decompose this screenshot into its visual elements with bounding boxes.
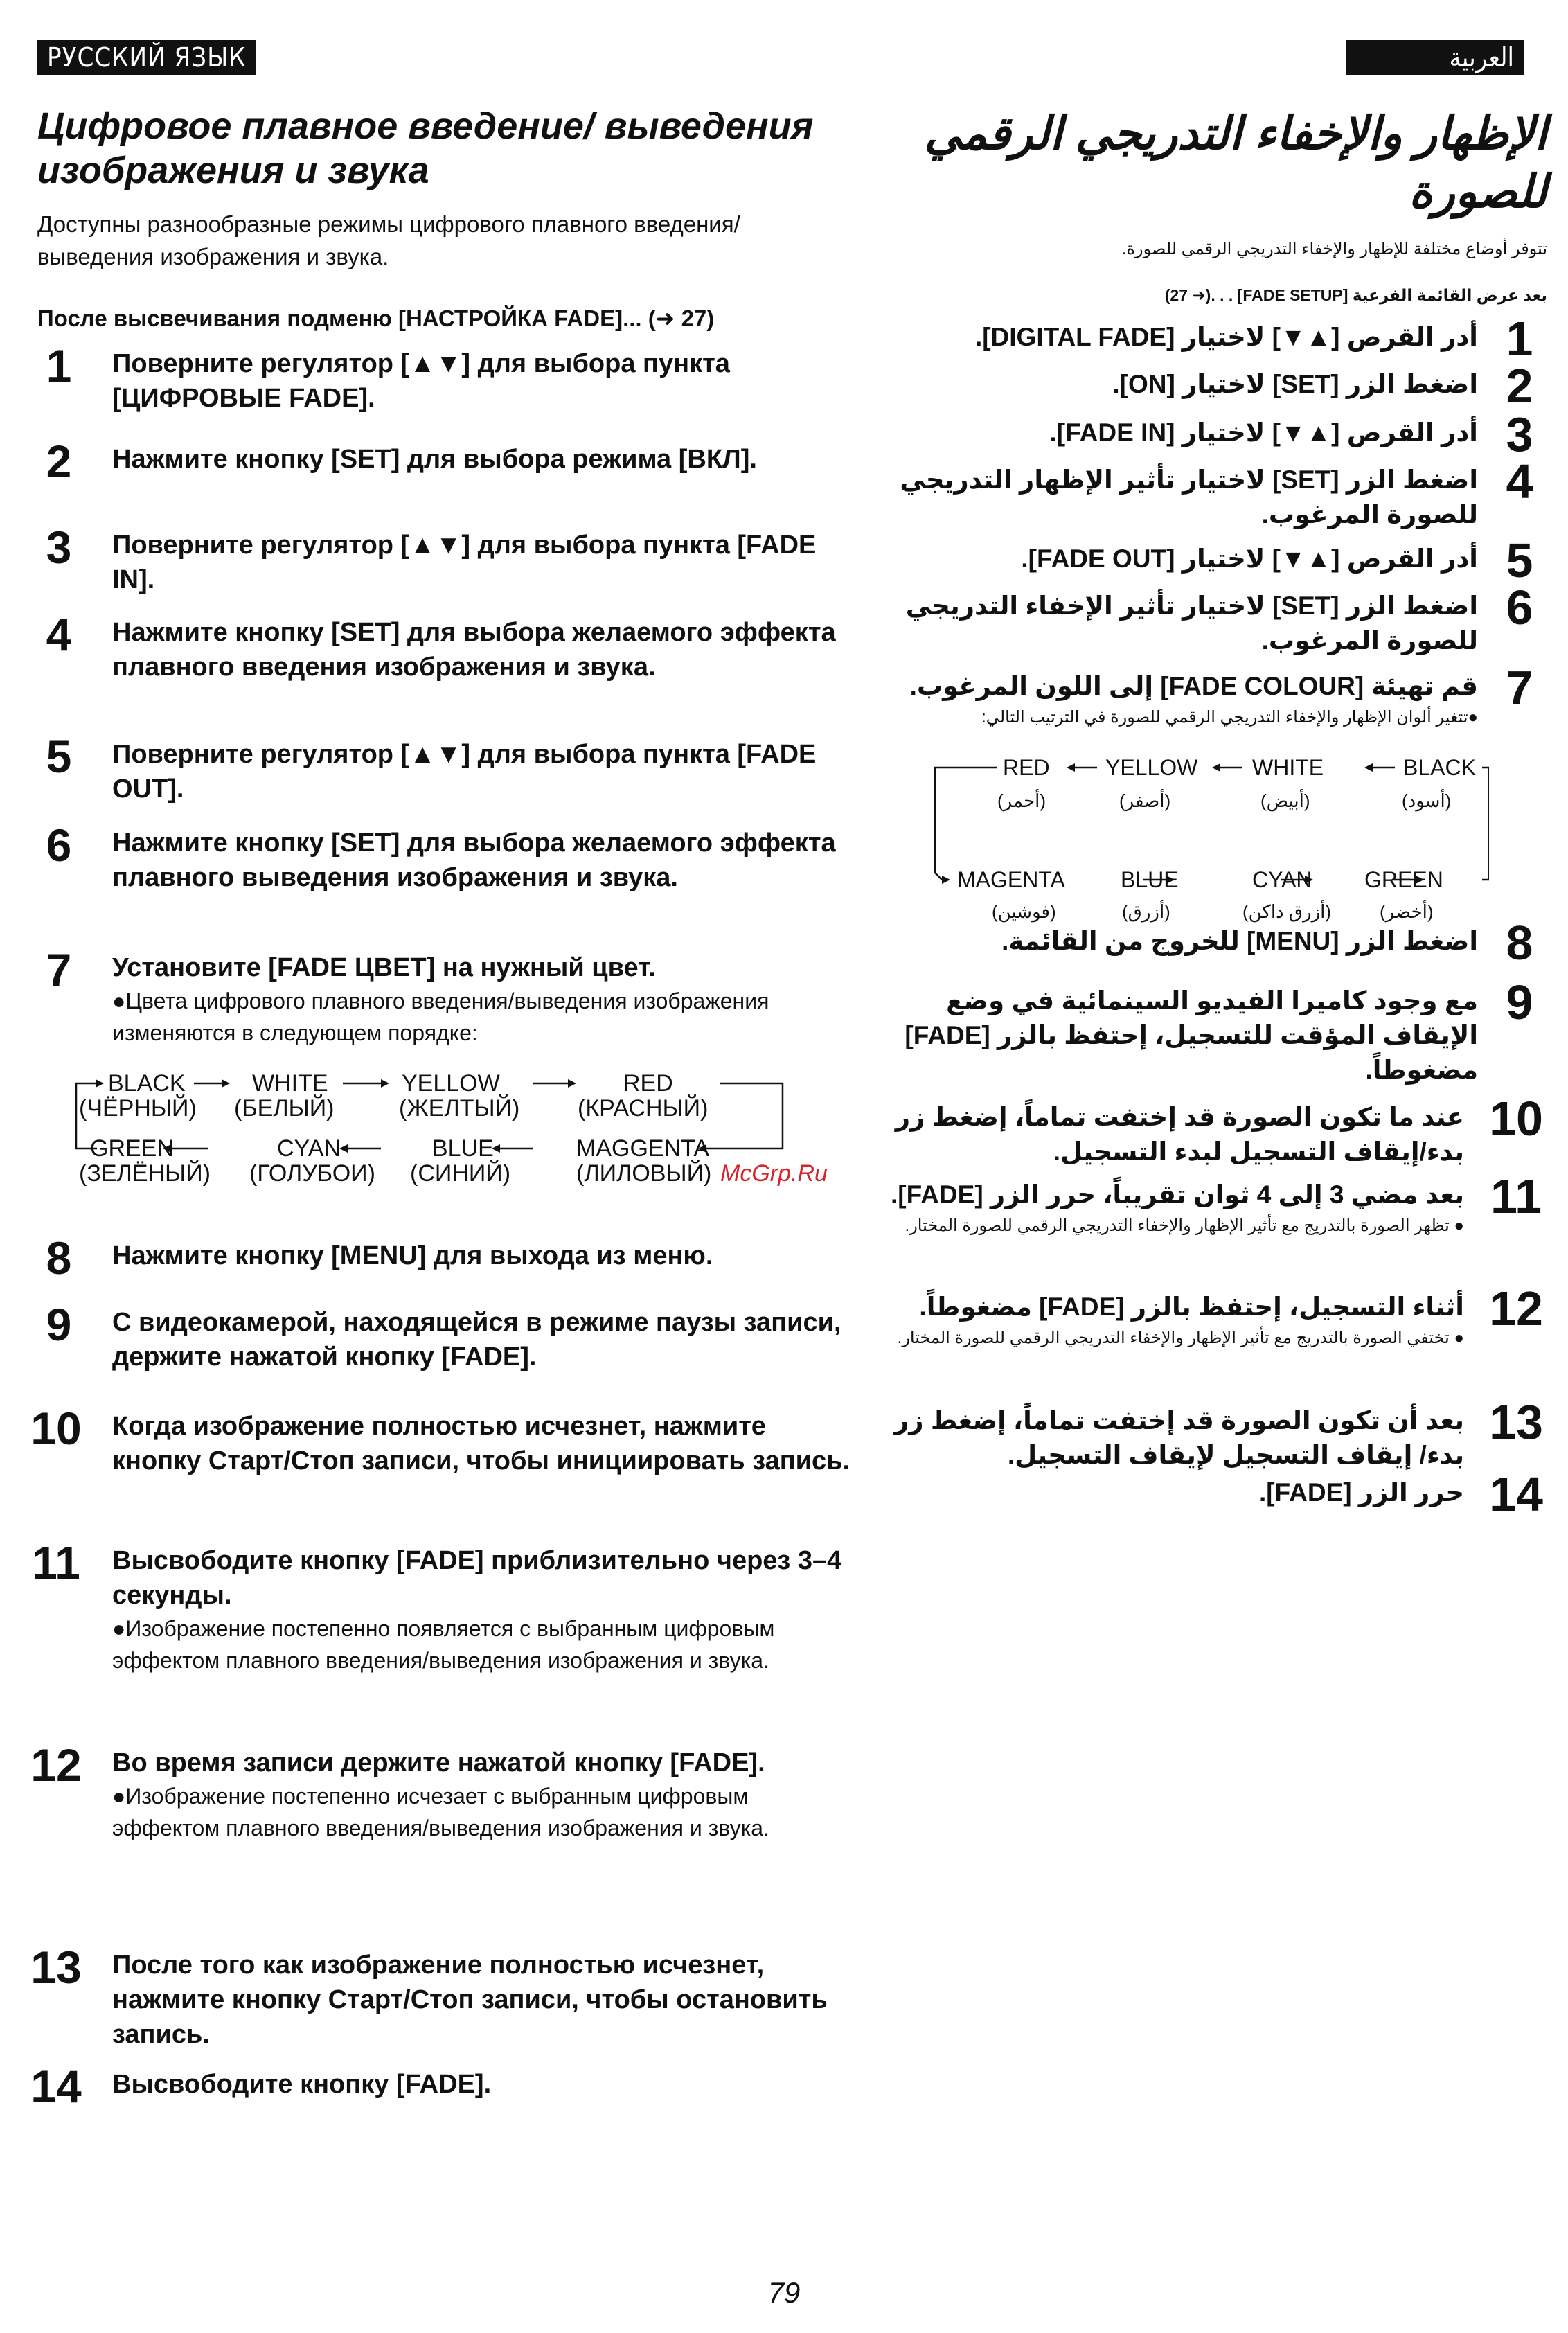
ru-color-red: RED xyxy=(623,1070,673,1097)
ar-color-white: WHITE xyxy=(1252,755,1324,780)
ru-step-number: 5 xyxy=(46,731,72,782)
ar-step-note: ● تظهر الصورة بالتدريج مع تأثير الإظهار والإخفاء التدريجي الرقمي للصورة المختار. xyxy=(905,1216,1464,1235)
ru-step-text: После того как изображение полностью исчезнет, нажмите кнопку Старт/Стоп записи, чтобы остановить запись. xyxy=(112,1951,828,2049)
ar-step-7 xyxy=(855,661,1547,731)
ar-step-text: اضغط الزر [SET] لاختيار تأثير الإظهار التدريجي للصورة المرغوب. xyxy=(900,465,1478,529)
ar-after-menu: بعد عرض القائمة الفرعية [FADE SETUP] . . .(➜ 27) xyxy=(1164,286,1547,304)
ru-step-note: ●Цвета цифрового плавного введения/выведения изображения изменяются в следующем порядке: xyxy=(112,988,769,1045)
ru-step-5 xyxy=(28,731,852,806)
ru-step-number: 14 xyxy=(30,2061,82,2112)
ar-step-text: بعد مضي 3 إلى 4 ثوان تقريباً، حرر الزر [FADE]. xyxy=(891,1180,1464,1209)
watermark: McGrp.Ru xyxy=(720,1160,828,1187)
ru-color-cyan: CYAN xyxy=(277,1135,341,1162)
ru-color-white: WHITE xyxy=(252,1070,328,1097)
ar-step-9 xyxy=(855,975,1547,1088)
ru-step-text: Когда изображение полностью исчезнет, нажмите кнопку Старт/Стоп записи, чтобы инициировать запись. xyxy=(112,1412,850,1475)
ru-color-sequence-diagram xyxy=(55,1067,859,1191)
ar-color-black: BLACK xyxy=(1403,755,1476,780)
ar-color-cyan: CYAN xyxy=(1252,867,1312,892)
ar-color-black-ar: (أسود) xyxy=(1402,790,1452,811)
ru-step-text: Поверните регулятор [▲▼] для выбора пункта [FADE OUT]. xyxy=(112,740,817,804)
ru-bracket-right xyxy=(706,1083,783,1148)
ar-step-number: 2 xyxy=(1506,359,1533,413)
ru-step-14 xyxy=(28,2061,852,2112)
ru-color-black: BLACK xyxy=(108,1070,186,1097)
ru-step-text: С видеокамерой, находящейся в режиме паузы записи, держите нажатой кнопку [FADE]. xyxy=(112,1308,841,1372)
ar-step-note: ●تتغير ألوان الإظهار والإخفاء التدريجي الرقمي للصورة في الترتيب التالي: xyxy=(981,708,1478,727)
ar-step-number: 7 xyxy=(1506,661,1533,715)
ar-step-text: قم تهيئة [FADE COLOUR] إلى اللون المرغوب. xyxy=(909,672,1478,700)
ru-after-menu: После высвечивания подменю [НАСТРОЙКА FADE]... (➜ 27) xyxy=(37,305,715,331)
ru-step-note: ●Изображение постепенно появляется с выбранным цифровым эффектом плавного введения/выведения изображения и звука. xyxy=(112,1616,775,1673)
ar-color-green: GREEN xyxy=(1364,867,1443,892)
ru-step-11 xyxy=(28,1537,852,1676)
ru-color-yellow-ru: (ЖЕЛТЫЙ) xyxy=(399,1095,520,1121)
ru-step-8 xyxy=(28,1232,852,1284)
ru-step-text: Нажмите кнопку [MENU] для выхода из меню. xyxy=(112,1241,713,1270)
ar-step-text: أثناء التسجيل، إحتفظ بالزر [FADE] مضغوطاً. xyxy=(919,1293,1464,1321)
ar-step-number: 9 xyxy=(1506,975,1533,1029)
ru-step-7 xyxy=(28,944,852,1049)
ru-step-number: 6 xyxy=(46,819,72,871)
ru-step-text: Во время записи держите нажатой кнопку [FADE]. xyxy=(112,1748,765,1777)
ar-step-number: 5 xyxy=(1506,533,1533,587)
ar-step-12 xyxy=(855,1281,1547,1352)
ru-step-text: Поверните регулятор [▲▼] для выбора пункта [ЦИФРОВЫЕ FADE]. xyxy=(112,349,730,413)
ar-bracket-right xyxy=(1482,768,1489,880)
ar-step-text: بعد أن تكون الصورة قد إختفت تماماً، إضغط زر بدء/ إيقاف التسجيل لإيقاف التسجيل. xyxy=(893,1406,1464,1469)
ar-intro: تتوفر أوضاع مختلفة للإظهار والإخفاء التدريجي الرقمي للصورة. xyxy=(1121,240,1547,258)
ar-step-number: 6 xyxy=(1506,580,1533,635)
ar-step-note: ● تختفي الصورة بالتدريج مع تأثير الإظهار والإخفاء التدريجي الرقمي للصورة المختار. xyxy=(897,1329,1464,1347)
ar-step-number: 14 xyxy=(1489,1467,1543,1521)
ru-step-number: 7 xyxy=(46,944,72,995)
ru-step-text: Установите [FADE ЦВЕТ] на нужный цвет. xyxy=(112,953,656,982)
ar-color-white-ar: (أبيض) xyxy=(1260,790,1310,811)
ar-step-4 xyxy=(855,454,1547,532)
ar-color-red: RED xyxy=(1003,755,1050,780)
ru-step-12 xyxy=(28,1739,852,1844)
ar-step-10 xyxy=(855,1092,1547,1169)
ar-step-number: 12 xyxy=(1489,1281,1543,1336)
ru-title: Цифровое плавное введение/ выведения изображения и звука xyxy=(37,105,814,191)
ar-step-text: حرر الزر [FADE]. xyxy=(1258,1478,1464,1507)
ar-step-13 xyxy=(855,1395,1547,1473)
ar-step-number: 8 xyxy=(1506,916,1533,970)
ar-title: الإظهار والإخفاء التدريجي الرقمي للصورة xyxy=(924,107,1547,217)
ru-step-note: ●Изображение постепенно исчезает с выбранным цифровым эффектом плавного введения/выведения изображения и звука. xyxy=(112,1784,769,1840)
ru-step-number: 9 xyxy=(46,1299,72,1350)
ar-step-1 xyxy=(855,312,1547,366)
ru-step-number: 3 xyxy=(46,522,72,573)
ar-color-yellow: YELLOW xyxy=(1105,755,1198,780)
ar-step-8 xyxy=(855,916,1547,970)
ar-color-green-ar: (أخضر) xyxy=(1380,901,1434,922)
ar-step-number: 11 xyxy=(1490,1169,1542,1223)
ar-step-11 xyxy=(855,1169,1547,1240)
ar-color-red-ar: (أحمر) xyxy=(997,790,1046,811)
ar-color-blue: BLUE xyxy=(1121,867,1179,892)
ru-step-number: 11 xyxy=(32,1537,80,1588)
ru-step-text: Поверните регулятор [▲▼] для выбора пункта [FADE IN]. xyxy=(112,531,817,594)
ar-step-number: 10 xyxy=(1489,1092,1543,1146)
ru-color-magenta: MAGGENTA xyxy=(576,1135,710,1162)
ru-color-yellow: YELLOW xyxy=(402,1070,500,1097)
ru-step-number: 10 xyxy=(30,1403,82,1454)
ru-step-3 xyxy=(28,522,852,597)
ar-color-blue-ar: (أزرق) xyxy=(1122,901,1170,922)
ar-step-number: 3 xyxy=(1506,407,1533,461)
ar-step-6 xyxy=(855,580,1547,658)
ar-step-number: 13 xyxy=(1489,1395,1543,1449)
ar-step-2 xyxy=(855,359,1547,413)
ru-step-6 xyxy=(28,819,852,895)
ru-step-10 xyxy=(28,1403,852,1478)
ar-step-14 xyxy=(855,1467,1547,1521)
ru-step-number: 8 xyxy=(46,1232,72,1284)
ar-step-5 xyxy=(855,533,1547,587)
ru-color-blue: BLUE xyxy=(432,1135,494,1162)
ru-step-number: 1 xyxy=(46,340,72,391)
ru-color-magenta-ru: (ЛИЛОВЫЙ) xyxy=(576,1160,712,1187)
ru-color-cyan-ru: (ГОЛУБОИ) xyxy=(249,1160,375,1187)
ru-intro: Доступны разнообразные режимы цифрового плавного введения/выведения изображения и звука. xyxy=(37,211,740,269)
ru-step-number: 4 xyxy=(46,609,72,660)
ar-step-text: اضغط الزر [SET] لاختيار تأثير الإخفاء التدريجي للصورة المرغوب. xyxy=(905,592,1478,655)
ar-step-text: عند ما تكون الصورة قد إختفت تماماً، إضغط زر بدء/إيقاف التسجيل لبدء التسجيل. xyxy=(895,1103,1464,1166)
ar-step-text: مع وجود كاميرا الفيديو السينمائية في وضع الإيقاف المؤقت للتسجيل، إحتفظ بالزر [FADE] مضغوطاً. xyxy=(905,986,1478,1084)
ar-step-text: اضغط الزر [SET] لاختيار [ON]. xyxy=(1112,370,1478,398)
ru-language-badge: РУССКИЙ ЯЗЫК xyxy=(37,40,256,75)
ar-color-sequence-diagram xyxy=(914,748,1489,928)
ru-step-13 xyxy=(28,1942,852,2052)
ru-step-9 xyxy=(28,1299,852,1374)
ar-color-cyan-ar: (أزرق داكن) xyxy=(1242,901,1332,922)
ar-step-text: اضغط الزر [MENU] للخروج من القائمة. xyxy=(1001,927,1478,955)
ru-step-text: Нажмите кнопку [SET] для выбора режима [ВКЛ]. xyxy=(112,445,757,474)
ar-bracket-left xyxy=(935,768,997,880)
ru-step-text: Высвободите кнопку [FADE]. xyxy=(112,2070,492,2099)
ru-color-green: GREEN xyxy=(90,1135,174,1162)
ru-color-blue-ru: (СИНИЙ) xyxy=(410,1160,511,1187)
ar-step-text: أدر القرص [▲▼] لاختيار [FADE IN]. xyxy=(1049,418,1478,447)
ru-step-number: 12 xyxy=(30,1739,82,1791)
page-number: 79 xyxy=(767,2276,801,2309)
ru-color-black-ru: (ЧЁРНЫЙ) xyxy=(79,1095,197,1121)
ar-color-magenta: MAGENTA xyxy=(957,867,1065,892)
ar-step-text: أدر القرص [▲▼] لاختيار [FADE OUT]. xyxy=(1021,544,1478,573)
ar-step-number: 1 xyxy=(1506,312,1533,366)
ru-color-green-ru: (ЗЕЛЁНЫЙ) xyxy=(79,1160,211,1187)
ru-step-number: 2 xyxy=(46,436,72,487)
ar-color-magenta-ar: (فوشين) xyxy=(992,901,1056,922)
ar-color-yellow-ar: (أصفر) xyxy=(1119,790,1171,811)
ar-language-badge: العربية xyxy=(1346,40,1524,75)
ar-step-3 xyxy=(855,407,1547,461)
ru-step-text: Нажмите кнопку [SET] для выбора желаемого эффекта плавного введения изображения и звука. xyxy=(112,618,836,682)
ru-step-1 xyxy=(28,340,852,416)
ru-color-red-ru: (КРАСНЫЙ) xyxy=(578,1095,709,1121)
ar-step-text: أدر القرص [▲▼] لاختيار [DIGITAL FADE]. xyxy=(974,323,1478,351)
ru-step-text: Нажмите кнопку [SET] для выбора желаемого эффекта плавного выведения изображения и звука. xyxy=(112,828,836,892)
ru-step-2 xyxy=(28,436,852,487)
ru-step-text: Высвободите кнопку [FADE] приблизительно через 3–4 секунды. xyxy=(112,1546,842,1610)
ru-color-white-ru: (БЕЛЫЙ) xyxy=(234,1095,335,1121)
ar-step-number: 4 xyxy=(1506,454,1533,508)
ru-step-4 xyxy=(28,609,852,684)
ru-step-number: 13 xyxy=(30,1942,82,1993)
